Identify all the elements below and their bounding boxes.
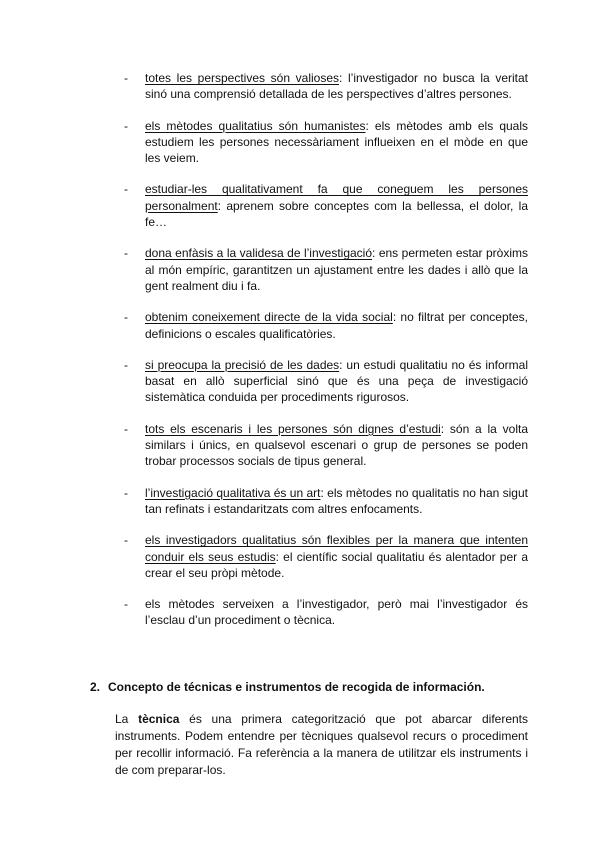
list-item [0,485,600,518]
list-item [0,181,600,230]
item-description: : no filtrat per conceptes, definicions o escales qualificatòries. [145,310,528,341]
list-item [0,70,600,103]
item-description: : el científic social qualitatiu és alentador per a crear el seu pròpi mètode. [145,549,528,580]
list-item [0,118,600,167]
bullet-dash: - [124,118,128,133]
item-lead-underlined: l’investigació qualitativa és un art [145,485,321,500]
list-item [0,357,600,406]
bullet-dash: - [124,533,128,548]
list-item [0,309,600,342]
list-item [0,421,600,470]
item-description: els mètodes serveixen a l’investigador, però mai l’investigador és l’esclau d’un procediment o tècnica. [145,597,528,628]
bullet-list [0,70,600,644]
section-heading [90,679,540,695]
item-lead-underlined: totes les perspectives són valioses [145,71,340,85]
item-lead-underlined: obtenim coneixement directe de la vida social [145,310,393,325]
section-number: 2. [90,680,101,694]
body-paragraph [115,711,528,779]
item-lead-underlined: si preocupa la precisió de les dades [145,357,340,372]
bullet-dash: - [124,357,128,372]
item-description: : aprenem sobre conceptes com la bellessa, el dolor, la fe… [145,198,528,230]
item-description: : ens permeten estar pròxims al món empíric, garantitzen un ajustament entre les dades i allò que la gent realment diu i fa. [145,246,528,293]
section-title: Concepto de técnicas e instrumentos de recogida de información. [108,680,485,694]
item-description: : l’investigador no busca la veritat sinó una comprensió detallada de les perspectives d’altres persones. [145,71,528,102]
bullet-dash: - [124,485,128,500]
item-description: : els mètodes no qualitatis no han sigut tan refinats i estandaritzats com altres enfocaments. [145,485,528,516]
bullet-dash: - [124,310,128,325]
item-description: : els mètodes amb els quals estudiem les persones necessàriament influeixen en el mòde en que les veiem. [145,118,529,166]
item-description: : són a la volta similars i únics, en qualsevol escenari o grup de persones se poden trobar processos socials de tipus general. [145,421,528,469]
list-item [0,245,600,294]
item-lead-underlined: els mètodes qualitatius són humanistes [145,118,366,133]
paragraph-bold-term: tècnica [138,712,180,726]
bullet-dash: - [124,597,128,612]
list-item [0,596,600,629]
bullet-dash: - [124,421,128,436]
list-item [0,532,600,581]
item-lead-underlined: els investigadors qualitatius són flexibles per la manera que intenten conduir els seus estudis [145,533,528,564]
item-description: : un estudi qualitatiu no és informal basat en allò superficial sinó que és una peça de investigació sistemàtica conduida per procediments rigurosos. [145,357,528,405]
item-lead-underlined: tots els escenaris i les persones són dignes d’estudi [145,421,441,436]
paragraph-text-before: La [115,712,139,726]
bullet-dash: - [124,71,128,85]
item-lead-underlined: dona enfàsis a la validesa de l’investigació [145,246,373,261]
bullet-dash: - [124,182,128,197]
bullet-dash: - [124,246,128,261]
item-lead-underlined: estudiar-les qualitativament fa que coneguem les persones personalment [145,182,528,213]
paragraph-text-after: és una primera categorització que pot abarcar diferents instruments. Podem entendre per tècniques qualsevol recurs o procediment per recollir informació. Fa referència a la manera de utilitzar els instruments i de com preparar-los. [115,712,529,777]
